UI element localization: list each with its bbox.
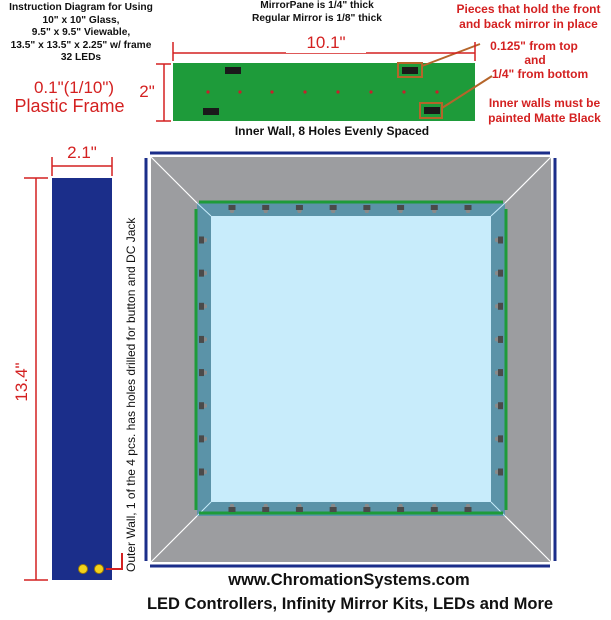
outer-wall-panel: [52, 178, 112, 580]
led-hole: [435, 90, 438, 93]
plastic-frame-thickness: 0.1"(1/10"): [33, 78, 115, 97]
pieces-line: and back mirror in place: [459, 17, 598, 31]
plastic-frame-label: Plastic Frame: [14, 96, 125, 116]
dc-jack-hole: [95, 565, 104, 574]
led-hole: [402, 90, 405, 93]
inner-walls-line: painted Matte Black: [488, 111, 601, 125]
outer-wall-caption: Outer Wall, 1 of the 4 pcs. has holes drilled for button and DC Jack: [124, 217, 138, 572]
frame-top-view: [146, 153, 555, 566]
inner-wall-slot: [203, 108, 219, 115]
tagline: LED Controllers, Infinity Mirror Kits, LEDs and More: [146, 595, 554, 613]
inner-wall-slot: [424, 107, 440, 114]
instruction-line: 9.5" x 9.5" Viewable,: [31, 27, 131, 38]
led-hole: [369, 90, 372, 93]
dim-label-10-1: 10.1": [286, 33, 366, 53]
mirror-info-line: MirrorPane is 1/4" thick: [260, 0, 374, 11]
instruction-line: 10" x 10" Glass,: [42, 14, 120, 26]
instruction-line: 13.5" x 13.5" x 2.25" w/ frame: [10, 39, 152, 51]
led-hole: [303, 90, 306, 93]
dim-label-13-4: 13.4": [12, 352, 32, 412]
led-hole: [238, 90, 241, 93]
led-hole: [206, 90, 209, 93]
instruction-line: 32 LEDs: [60, 52, 102, 63]
from-bottom-callout: 1/4" from bottom: [491, 67, 589, 81]
inner-wall-slot: [225, 67, 241, 74]
inner-wall-caption: Inner Wall, 8 Holes Evenly Spaced: [234, 124, 430, 138]
led-hole: [270, 90, 273, 93]
and-callout: and: [524, 53, 546, 67]
instruction-line: Instruction Diagram for Using: [9, 2, 153, 13]
inner-wall-slot: [402, 67, 418, 74]
mirror-info-line: Regular Mirror is 1/8" thick: [252, 12, 382, 24]
dim-label-2-1: 2.1": [67, 143, 97, 162]
button-hole: [79, 565, 88, 574]
callout-line-top: [422, 44, 480, 66]
from-top-callout: 0.125" from top: [490, 39, 578, 53]
inner-wall-board: [173, 63, 475, 121]
inner-walls-line: Inner walls must be: [488, 96, 601, 110]
led-hole: [336, 90, 339, 93]
pieces-line: Pieces that hold the front: [456, 2, 601, 16]
website-url: www.ChromationSystems.com: [228, 571, 470, 589]
mirror-glass: [211, 216, 491, 502]
dim-label-2: 2": [132, 82, 162, 102]
